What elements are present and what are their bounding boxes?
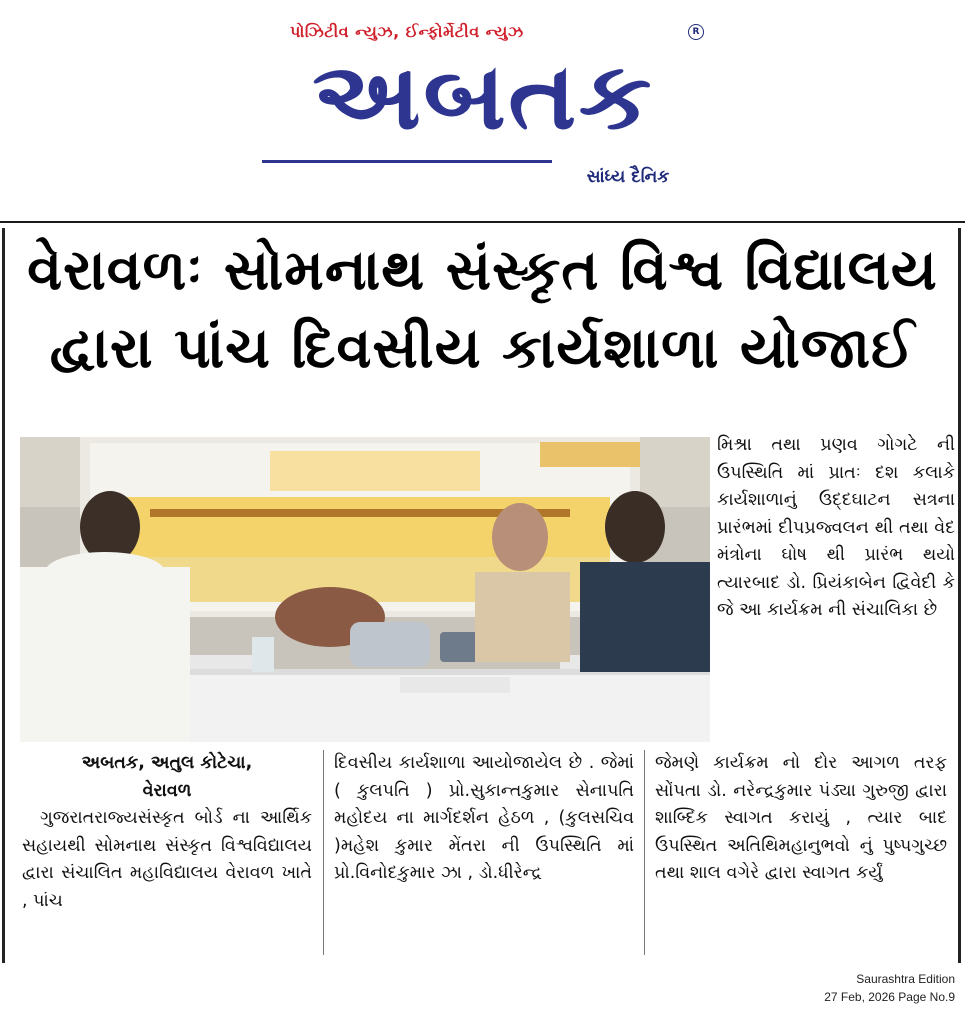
page-footer [824,970,955,1006]
column-separator [323,750,324,955]
masthead-subtitle: સાંધ્ય દૈનિક [586,167,670,187]
article-column-top [717,432,955,625]
article-frame-left [2,228,5,963]
headline-line-2: દ્વારા પાંચ દિવસીય કાર્યશાળા યોજાઈ [49,316,916,381]
masthead-tagline: પોઝિટીવ ન્યુઝ, ઈન્ફોર્મેટીવ ન્યુઝ [290,22,524,41]
column-3-text: જેમણે કાર્યક્રમ નો દોર આગળ તરફ સોંપતા ડો. નરેન્દ્રકુમાર પંડ્યા ગુરુજી દ્વારા શાબ્દિક સ્વાગત કરાયું , ત્યાર બાદ ઉપસ્થિત અતિથિમહાનુભવો નું પુષ્પગુચ્છ તથા શાલ વગેરે દ્વારા સ્વાગત કર્યું [655,753,947,883]
masthead-rule [262,160,552,163]
article-dateline: વેરાવળ [142,780,192,801]
article-headline [10,232,955,388]
article-column-2 [334,750,634,888]
article-photo [20,437,710,742]
column-separator [644,750,645,955]
article-frame-right [958,228,961,963]
column-top-text: મિશ્રા તથા પ્રણવ ગોગટે ની ઉપસ્થિતિ માં પ્રાતઃ દશ કલાકે કાર્યશાળાનું ઉદ્દઘાટન સત્રના પ્રારંભમાં દીપપ્રજ્વલન થી તથા વેદ મંત્રોના ઘોષ થી પ્રારંભ થયો ત્યારબાદ ડો. પ્રિયંકાબેન દ્વિવેદી કે જે આ કાર્યક્રમ ની સંચાલિકા છે [717,435,955,620]
header-divider [0,221,965,223]
column-1-text: ગુજરાતરાજ્યસંસ્કૃત બોર્ડ ના આર્થિક સહાયથી સોમનાથ સંસ્કૃત વિશ્વવિદ્યાલય દ્વારા સંચાલિત મહાવિદ્યાલય વેરાવળ ખાતે , પાંચ [22,808,312,911]
article-column-1 [22,750,312,915]
edition-label: Saurashtra Edition [856,972,955,986]
registered-mark: R [688,24,704,40]
masthead-logo: અબતક [312,43,654,150]
article-byline: અબતક, અતુલ કોટેચા, [81,753,253,773]
column-2-text: દિવસીય કાર્યશાળા આયોજાયેલ છે . જેમાં ( કુલપતિ ) પ્રો.સુકાન્તકુમાર સેનાપતિ મહોદય ના માર્ગદર્શન હેઠળ , (કુલસચિવ )મહેશ કુમાર મેંતરા ની ઉપસ્થિતિ માં પ્રો.વિનોદકુમાર ઝા , ડો.ધીરેન્દ્ર [334,753,634,883]
article-column-3 [655,750,947,888]
headline-line-1: વેરાવળઃ સોમનાથ સંસ્કૃત વિશ્વ વિદ્યાલય [27,238,938,303]
date-page-label: 27 Feb, 2026 Page No.9 [824,990,955,1004]
